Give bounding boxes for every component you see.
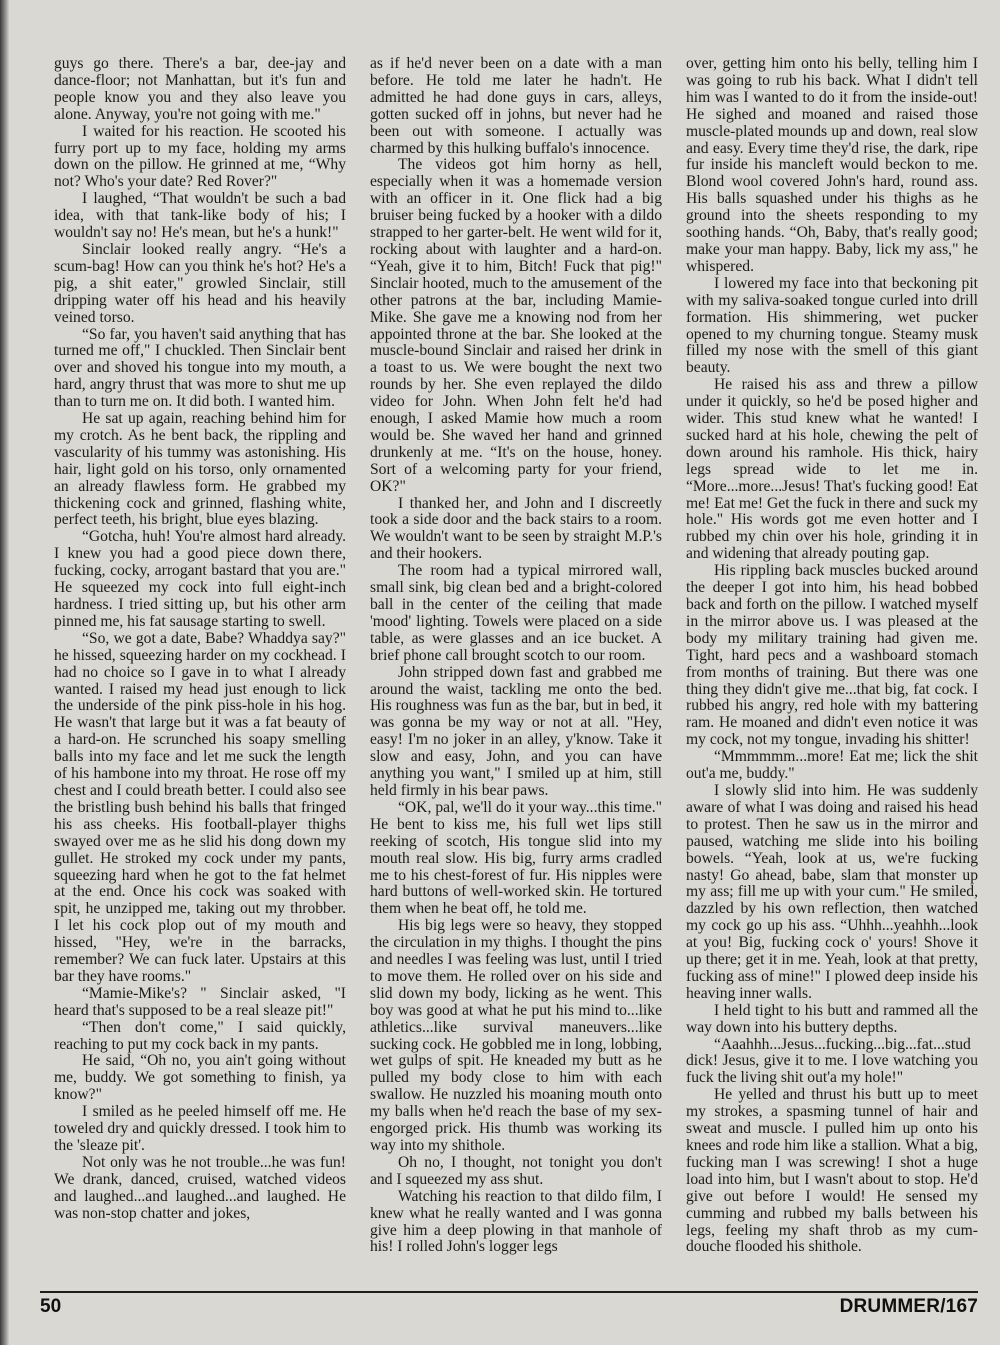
text-column-2	[370, 56, 662, 1278]
paragraph: His rippling back muscles bucked around the deeper I got into him, his head bobbed back and forth on the pillow. I watched myself in the mirror above us. I was pleased at the body my military training had given me. Tight, hard pecs and a washboard stomach from months of training. But there was one thing they didn't give me...that big, fat cock. I rubbed his angry, red hole with my battering ram. He moaned and didn't even notice it was my cock, not my tongue, invading his shitter!	[686, 562, 978, 749]
paragraph: Oh no, I thought, not tonight you don't and I squeezed my ass shut.	[370, 1153, 662, 1188]
paragraph: I slowly slid into him. He was suddenly aware of what I was doing and raised his head to protest. Then he saw us in the mirror and paused, watching me slide into his boiling bowels. “Yeah, look at us, we're fucking nasty! Go ahead, babe, slam that monster up my ass; fill me up with your cum." He smiled, dazzled by his own reflection, then watched my cock go up his ass. “Uhhh...yeahhh...look at you! Big, fucking cock o' yours! Shove it up there; get it in me. Yeah, look at that pretty, fucking ass of mine!" I plowed deep inside his heaving inner walls.	[686, 781, 978, 1002]
paragraph: “Then don't come," I said quickly, reaching to put my cock back in my pants.	[54, 1018, 346, 1053]
page-number: 50	[40, 1296, 62, 1317]
paragraph: His big legs were so heavy, they stopped the circulation in my thighs. I thought the pins and needles I was feeling was lust, until I tried to move them. He rolled over on his side and slid down my body, licking as he went. This boy was good at what he put his mind to...like athletics...like survival maneuvers...like sucking cock. He gobbled me in long, lobbing, wet gulps of spit. He kneaded my butt as he pulled my body close to him with each swallow. He nuzzled his moaning mouth onto my balls when he'd reach the base of my sex-engorged prick. His thumb was working its way into my shithole.	[370, 917, 662, 1154]
paragraph: “OK, pal, we'll do it your way...this time." He bent to kiss me, his full wet lips still reeking of scotch, His tongue slid into my mouth real slow. His big, furry arms cradled me to his chest-forest of fur. His nipples were hard buttons of well-worked skin. He tortured them when he beat off, he told me.	[370, 798, 662, 918]
paragraph: The videos got him horny as hell, especially when it was a homemade version with an officer in it. One flick had a big bruiser being fucked by a hooker with a dildo strapped to her garter-belt. He went wild for it, rocking about with laughter and a hard-on. “Yeah, give it to him, Bitch! Fuck that pig!" Sinclair hooted, much to the amusement of the other patrons at the bar, including Mamie-Mike. She gave me a knowing nod from her appointed throne at the bar. She looked at the muscle-bound Sinclair and raised her drink in a toast to us. We were bought the next two rounds by her. She even replayed the dildo video for John. When John felt he'd had enough, I asked Mamie how much a room would be. She waved her hand and grinned drunkenly at me. “It's on the house, honey. Sort of a welcoming party for your friend, OK?"	[370, 156, 662, 495]
paragraph: He sat up again, reaching behind him for my crotch. As he bent back, the rippling and vascularity of his tummy was astonishing. His hair, light gold on his torso, only ornamented an already flawless form. He grabbed my thickening cock and grinned, flashing white, perfect teeth, his bright, blue eyes blazing.	[54, 410, 346, 529]
paragraph: John stripped down fast and grabbed me around the waist, tackling me onto the bed. His roughness was fun as the bar, but in bed, it was gonna be my way or not at all. "Hey, easy! I'm no joker in an alley, y'know. Take it slow and easy, John, and you can have anything you want," I smiled up at him, still held firmly in his bear paws.	[370, 663, 662, 799]
paragraph: “So, we got a date, Babe? Whaddya say?" he hissed, squeezing harder on my cockhead. I had no choice so I gave in to what I already wanted. I raised my head just enough to lick the underside of the pink piss-hole in his hog. He wasn't that large but it was a fat beauty of a hard-on. He scrunched his soapy smelling balls into my face and let me suck the length of his hambone into my throat. He rose off my chest and I could breath better. I could also see the bristling bush behind his balls that fringed his ass cheeks. His football-player thighs swayed over me as he slid his dong down my gullet. He stroked my cock under my pants, squeezing hard when he got to the fat helmet at the end. Once his cock was soaked with spit, he unzipped me, taking out my throbber. I let his cock plop out of my mouth and hissed, "Hey, we're in the barracks, remember? We can fuck later. Upstairs at this bar they have rooms."	[54, 629, 346, 985]
text-column-3	[686, 56, 978, 1278]
paragraph: He yelled and thrust his butt up to meet my strokes, a spasming tunnel of hair and sweat and muscle. I pulled him up onto his knees and rode him like a stallion. What a big, fucking man I was screwing! I shot a huge load into him, but I wasn't about to stop. He'd give out before I would! He sensed my cumming and rubbed my balls between his legs, feeling my shaft throb as my cum-douche flooded his shithole.	[686, 1086, 978, 1256]
article-body	[54, 56, 978, 1278]
paragraph: “Aaahhh...Jesus...fucking...big...fat...stud dick! Jesus, give it to me. I love watching you fuck the living shit out'a my hole!"	[686, 1035, 978, 1087]
paragraph: I smiled as he peeled himself off me. He toweled dry and quickly dressed. I took him to the 'sleaze pit'.	[54, 1103, 346, 1154]
paragraph: “Mmmmmm...more! Eat me; lick the shit out'a me, buddy."	[686, 748, 978, 783]
paragraph: He raised his ass and threw a pillow under it quickly, so he'd be posed higher and wider. This stud knew what he wanted! I sucked hard at his hole, chewing the pelt of down around his ramhole. His thick, hairy legs spread wide to let me in. “More...more...Jesus! That's fucking good! Eat me! Eat me! Get the fuck in there and suck my hole." His words got me even hotter and I rubbed my chin over his hole, grinding it in and widening that already pouting gap.	[686, 376, 978, 563]
paragraph: as if he'd never been on a date with a man before. He told me later he hadn't. He admitted he had done guys in cars, alleys, gotten sucked off in johns, but never had he been out with someone. I actually was charmed by this hulking buffalo's innocence.	[370, 56, 662, 157]
paragraph: I waited for his reaction. He scooted his furry port up to my face, holding my arms down on the pillow. He grinned at me, “Why not? Who's your date? Red Rover?"	[54, 122, 346, 191]
paragraph: I laughed, “That wouldn't be such a bad idea, with that tank-like body of his; I wouldn't say no! He's mean, but he's a hunk!"	[54, 190, 346, 242]
text-column-1	[54, 56, 346, 1278]
paragraph: He said, “Oh no, you ain't going without me, buddy. We got something to finish, ya know?"	[54, 1052, 346, 1104]
paragraph: I held tight to his butt and rammed all the way down into his buttery depths.	[686, 1001, 978, 1036]
paragraph: Not only was he not trouble...he was fun! We drank, danced, cruised, watched videos and laughed...and laughed...and laughed. He was non-stop chatter and jokes,	[54, 1153, 346, 1222]
paragraph: “Mamie-Mike's? " Sinclair asked, "I heard that's supposed to be a real sleaze pit!"	[54, 984, 346, 1019]
footer-rule	[40, 1291, 978, 1293]
paragraph: The room had a typical mirrored wall, small sink, big clean bed and a bright-colored ball in the center of the ceiling that made 'mood' lighting. Towels were placed on a side table, as were glasses and an ice bucket. A brief phone call brought scotch to our room.	[370, 562, 662, 664]
paragraph: I lowered my face into that beckoning pit with my saliva-soaked tongue curled into drill formation. His shimmering, wet pucker opened to my churning tongue. Steamy musk filled my nose with the smell of this giant beauty.	[686, 274, 978, 377]
running-footer: DRUMMER/167	[839, 1296, 978, 1317]
paragraph: guys go there. There's a bar, dee-jay and dance-floor; not Manhattan, but it's fun and people know you and they also leave you alone. Anyway, you're not going with me."	[54, 56, 346, 123]
paragraph: I thanked her, and John and I discreetly took a side door and the back stairs to a room. We wouldn't want to be seen by straight M.P.'s and their hookers.	[370, 494, 662, 563]
paragraph: “So far, you haven't said anything that has turned me off," I chuckled. Then Sinclair bent over and shoved his tongue into my mouth, a hard, angry thrust that was more to shut me up than to turn me on. It did both. I wanted him.	[54, 325, 346, 411]
paragraph: over, getting him onto his belly, telling him I was going to rub his back. What I didn't tell him was I wanted to do it from the inside-out! He sighed and moaned and raised those muscle-plated mounds up and down, real slow and easy. Every time they'd rise, the dark, ripe fur inside his mancleft would beckon to me. Blond wool covered John's hard, round ass. His balls squashed under his thighs as he ground into the sheets responding to my soothing hands. “Oh, Baby, that's really good; make your man happy. Baby, lick my ass," he whispered.	[686, 56, 978, 275]
paragraph: “Gotcha, huh! You're almost hard already. I knew you had a good piece down there, fucking, cocky, arrogant bastard that you are." He squeezed my cock into full eight-inch hardness. I tried sitting up, but his other arm pinned me, his fat sausage starting to swell.	[54, 528, 346, 630]
binding-edge	[0, 0, 9, 1345]
paragraph: Sinclair looked really angry. “He's a scum-bag! How can you think he's hot? He's a pig, a shit eater," growled Sinclair, still dripping water off his head and his heavily veined torso.	[54, 240, 346, 326]
paragraph: Watching his reaction to that dildo film, I knew what he really wanted and I was gonna give him a deep plowing in that manhole of his! I rolled John's logger legs	[370, 1187, 662, 1256]
